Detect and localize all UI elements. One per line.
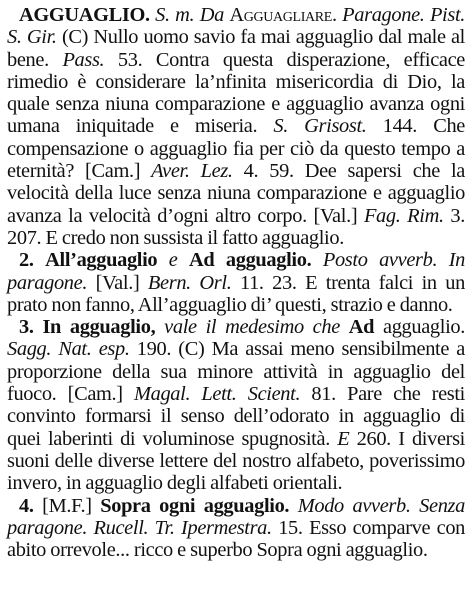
sense-3 [7,316,465,494]
editor-tag: [M.F.] [33,494,101,517]
phrase-head: All’agguaglio [45,249,158,272]
headword: AGGUAGLIO [19,4,146,26]
etymology-prefix: Da [199,4,224,26]
quote-text: 144. Che compensazione o agguaglio fia per ciò da questo tempo a eternità? [Cam.] [7,115,465,183]
quote-text: (C) Nullo uomo savio fa mai agguaglio dal male al bene. [7,26,465,71]
source-citation: S. Grisost. [273,115,367,138]
entry-main: AGGUAGLIO. S. m. Da Agguagliare. Paragone. Pist. S. Gir. (C) Nullo uomo savio fa mai agguaglio dal male al bene. Pass. 53. Contra questa disperazione, efficace rimedio è considerare la’nfinita misericordia di Dio, la quale senza niuna comparazione e agguaglio avanza ogni umana iniquitade e miseria. S. Grisost. 144. Che compensazione o agguaglio fia per ciò da questo tempo a eternità? [Cam.] Aver. Lez. 4. 59. Dee sapersi che la velocità della luce senza niuna comparazione e agguaglio avanza la velocità d’ogni altro corpo. [Val.] Fag. Rim. 3. 207. E credo non sussista il fatto agguaglio. [7,4,466,249]
quote-text: 11. 23. E trenta falci in un prato non fanno, All’agguaglio di’ questi, strazio e danno. [7,271,465,316]
definition: Paragone. [342,4,425,26]
quote-text: 260. I diversi suoni delle diverse lettere del nostro alfabeto, poverissimo invero, in agguaglio degli alfabeti orientali. [7,427,466,495]
source-citation: Magal. Lett. Scient. [133,383,301,406]
editor-tag: [Val.] [87,271,148,294]
quote-text: 4. 59. Dee sapersi che la velocità della luce senza niuna comparazione e agguaglio avanza la velocità d’ogni altro corpo. [Val.] [7,160,465,227]
quote-text: 190. (C) Ma assai meno sensibilmente a proporzione della sua minore attività in agguaglio del fuoco. [Cam.] [7,338,465,406]
source-citation: Sagg. Nat. esp. [7,338,130,361]
grammar-label: S. m. [155,4,195,26]
phrase-joiner: e [157,249,190,272]
quote-text: 3. 207. E credo non sussista il fatto agguaglio. [7,204,466,249]
source-citation: Pass. [62,48,105,71]
source-citation: Rucell. Tr. Ipermestra. [93,516,272,539]
definition: Modo avverb. Senza paragone. [7,494,465,539]
definition: Posto avverb. In paragone. [7,249,466,294]
source-citation: Fag. Rim. [363,204,444,227]
quote-text: 53. Contra questa disperazione, efficace rimedio è considerare la’nfinita misericordia di Dio, la quale senza niuna comparazione e agguaglio avanza ogni umana iniquitade e miseria. [7,48,465,138]
phrase-head: In agguaglio, [42,316,156,339]
sense-number: 3. [19,316,34,339]
quote-text: agguaglio. [374,316,465,339]
source-citation: Pist. S. Gir. [7,4,466,49]
quote-text: 15. Esso comparve con abito orrevole... ricco e superbo Sopra ogni agguaglio. [7,516,466,562]
sense-number: 4. [19,494,34,517]
etymology-word: Agguagliare [229,4,332,26]
phrase-head: Ad agguaglio. [189,249,312,272]
source-citation: Bern. Orl. [147,271,232,294]
sense-2 [7,249,465,316]
source-citation: E [337,427,350,450]
quote-text: 81. Pare che resti convinto formarsi il senso dell’odorato in agguaglio di quei laberinti di voluminose spugnosità. [7,383,465,450]
sense-number: 2. [19,249,34,272]
phrase-head: Sopra ogni agguaglio. [100,494,290,517]
phrase-head: Ad [348,316,375,339]
source-citation: Aver. Lez. [151,160,233,183]
sense-4 [7,495,465,562]
definition: vale il medesimo che [155,316,349,339]
